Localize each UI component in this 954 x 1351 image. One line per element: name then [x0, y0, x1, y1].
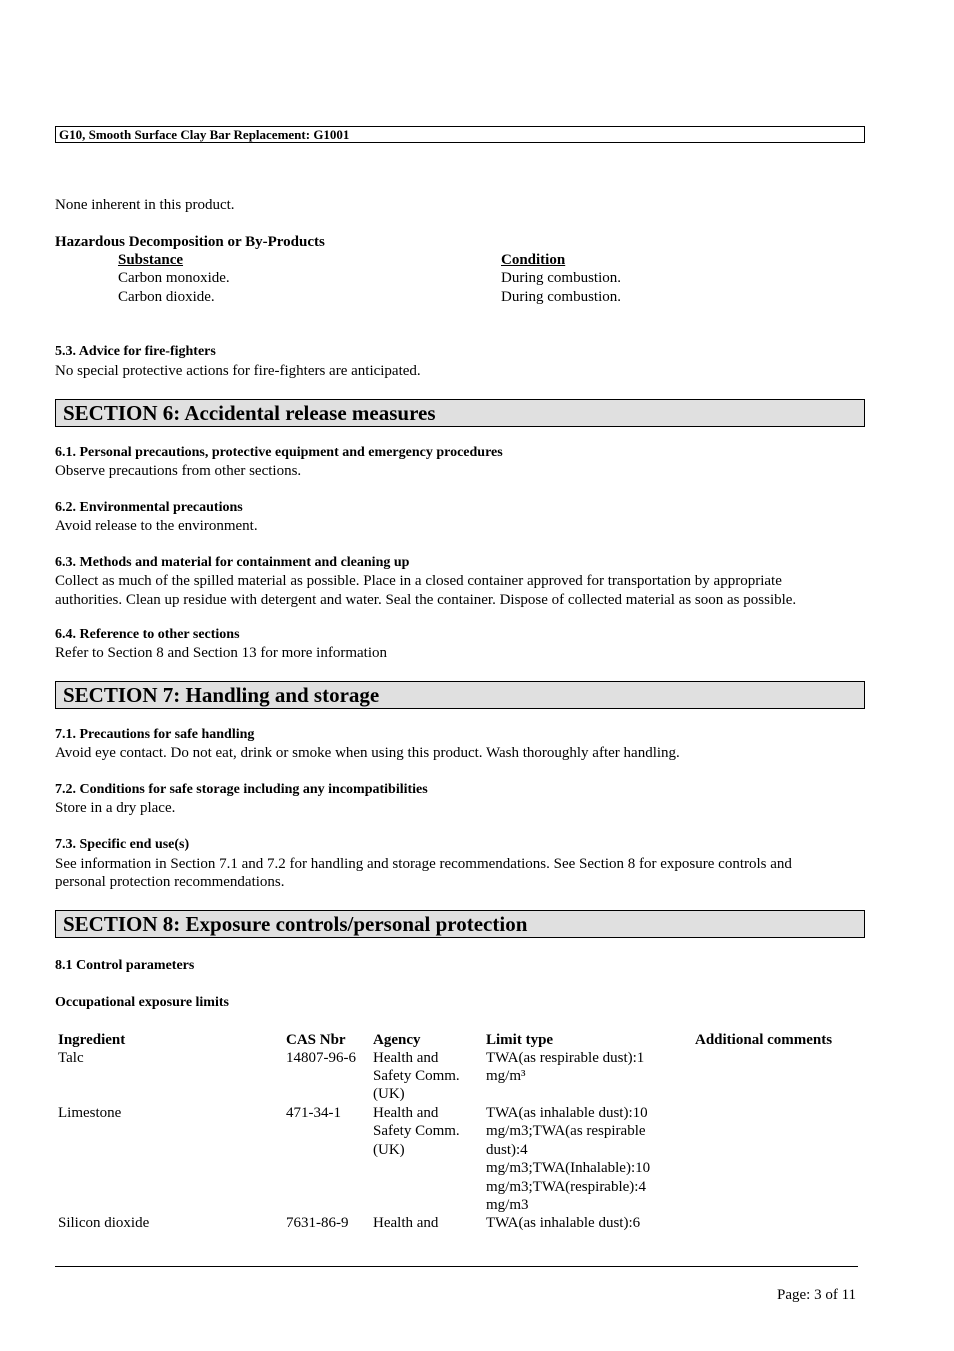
table-header-cas: CAS Nbr [286, 1032, 346, 1048]
cas-cell: 471-34-1 [286, 1105, 341, 1121]
cas-cell: 7631-86-9 [286, 1215, 349, 1231]
subsection-text-7-3-line2: personal protection recommendations. [55, 874, 285, 890]
section-7-title: SECTION 7: Handling and storage [55, 681, 865, 709]
decomposition-condition: During combustion. [501, 270, 621, 286]
subsection-heading-6-4: 6.4. Reference to other sections [55, 627, 240, 642]
limit-cell-line: mg/m3;TWA(Inhalable):10 [486, 1160, 651, 1176]
limit-cell-line: mg/m3 [486, 1197, 529, 1213]
agency-cell-line: Health and [373, 1050, 439, 1066]
decomposition-substance: Carbon dioxide. [118, 289, 215, 305]
subsection-text-7-1: Avoid eye contact. Do not eat, drink or smoke when using this product. Wash thoroughly after handling. [55, 745, 680, 761]
section-6-title: SECTION 6: Accidental release measures [55, 399, 865, 427]
subsection-text-5-3: No special protective actions for fire-fighters are anticipated. [55, 363, 421, 379]
subsection-text-6-4: Refer to Section 8 and Section 13 for more information [55, 645, 387, 661]
subsection-text-7-3-line1: See information in Section 7.1 and 7.2 for handling and storage recommendations. See Section 8 for exposure controls and [55, 856, 792, 872]
agency-cell-line: (UK) [373, 1142, 405, 1158]
agency-cell-line: Health and [373, 1215, 439, 1231]
subsection-heading-7-1: 7.1. Precautions for safe handling [55, 727, 255, 742]
limit-cell-line: TWA(as respirable dust):1 [486, 1050, 645, 1066]
subsection-text-7-2: Store in a dry place. [55, 800, 176, 816]
special-hazards-text: None inherent in this product. [55, 197, 235, 213]
ingredient-cell: Limestone [58, 1105, 122, 1121]
subsection-text-6-2: Avoid release to the environment. [55, 518, 258, 534]
subsection-text-6-3-line1: Collect as much of the spilled material as possible. Place in a closed container approved for transportation by appropriate [55, 573, 782, 589]
limit-cell-line: mg/m³ [486, 1068, 526, 1084]
limit-cell-line: mg/m3;TWA(as respirable [486, 1123, 646, 1139]
agency-cell-line: Health and [373, 1105, 439, 1121]
oel-heading: Occupational exposure limits [55, 995, 229, 1010]
document-header [55, 126, 865, 143]
product-name: G10, Smooth Surface Clay Bar Replacement: G1001 [59, 127, 350, 142]
table-header-agency: Agency [373, 1032, 421, 1048]
decomposition-condition: During combustion. [501, 289, 621, 305]
ingredient-cell: Silicon dioxide [58, 1215, 150, 1231]
table-header-limit-type: Limit type [486, 1032, 554, 1048]
subsection-heading-7-3: 7.3. Specific end use(s) [55, 837, 190, 852]
ingredient-cell: Talc [58, 1050, 84, 1066]
subsection-text-6-3-line2: authorities. Clean up residue with detergent and water. Seal the container. Dispose of collected material as soon as possible. [55, 592, 797, 608]
decomposition-substance: Carbon monoxide. [118, 270, 230, 286]
table-header-additional-comments: Additional comments [695, 1032, 833, 1048]
subsection-heading-8-1: 8.1 Control parameters [55, 958, 195, 973]
agency-cell-line: (UK) [373, 1086, 405, 1102]
subsection-heading-6-1: 6.1. Personal precautions, protective equipment and emergency procedures [55, 445, 503, 460]
agency-cell-line: Safety Comm. [373, 1068, 460, 1084]
subsection-heading-7-2: 7.2. Conditions for safe storage including any incompatibilities [55, 782, 428, 797]
cas-cell: 14807-96-6 [286, 1050, 356, 1066]
condition-column-header: Condition [501, 252, 566, 268]
decomposition-heading: Hazardous Decomposition or By-Products [55, 234, 325, 250]
limit-cell-line: dust):4 [486, 1142, 528, 1158]
limit-cell-line: TWA(as inhalable dust):10 [486, 1105, 648, 1121]
subsection-heading-6-3: 6.3. Methods and material for containment and cleaning up [55, 555, 410, 570]
section-8-title: SECTION 8: Exposure controls/personal protection [55, 910, 865, 938]
page-number: Page: 3 of 11 [777, 1287, 857, 1303]
limit-cell-line: TWA(as inhalable dust):6 [486, 1215, 641, 1231]
footer-divider [55, 1266, 858, 1267]
agency-cell-line: Safety Comm. [373, 1123, 460, 1139]
subsection-heading-6-2: 6.2. Environmental precautions [55, 500, 243, 515]
subsection-text-6-1: Observe precautions from other sections. [55, 463, 302, 479]
table-header-ingredient: Ingredient [58, 1032, 126, 1048]
substance-column-header: Substance [118, 252, 184, 268]
subsection-heading-5-3: 5.3. Advice for fire-fighters [55, 344, 216, 359]
limit-cell-line: mg/m3;TWA(respirable):4 [486, 1179, 646, 1195]
